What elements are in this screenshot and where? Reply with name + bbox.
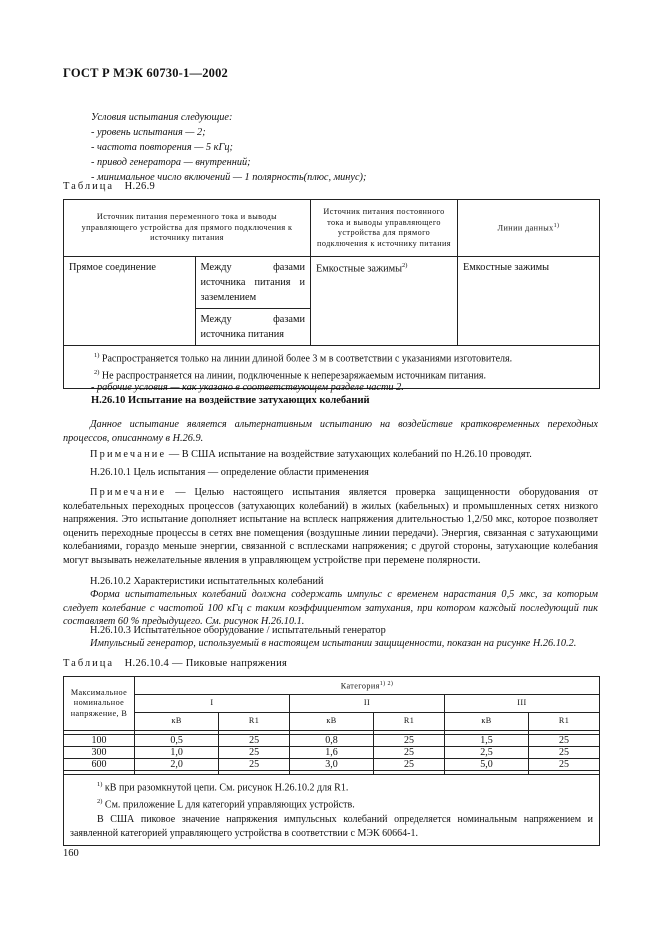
table1-sub1: Между фазами источника питания и заземлением: [195, 257, 310, 309]
table2-note1: $^{1)}$ кВ при разомкнутой цепи. См. рисунок Н.26.10.2 для R1.: [97, 781, 349, 794]
table1-col3-header: Линии данных$^{1)}$: [458, 200, 600, 257]
section-heading: Н.26.10 Испытание на воздействие затухающих колебаний: [91, 395, 370, 406]
table2-unit: кВ: [444, 713, 528, 731]
table1-caption-num: Н.26.9: [124, 181, 156, 192]
page-number: 160: [63, 848, 79, 859]
table2-cat-iii: III: [444, 695, 599, 713]
table2-unit: R1: [374, 713, 445, 731]
table-row: 600 2,0 25 3,0 25 5,0 25: [64, 759, 600, 771]
table-row: 100 0,5 25 0,8 25 1,5 25: [64, 735, 600, 747]
table1-row-label: Прямое соединение: [64, 257, 196, 346]
condition-item: - минимальное число включений — 1 полярность(плюс, минус);: [91, 172, 367, 183]
subsection-h26-10-2-text: Форма испытательных колебаний должна содержать импульс с временем нарастания 0,5 мкс, за которым следует колебание с частотой 100 кГц с таким коэффициентом затухания, при котором каждый последующий пик составляет 60 % предыдущего. См. рисунок Н.26.10.1.: [63, 589, 598, 627]
subsection-h26-10-2: Н.26.10.2 Характеристики испытательных колебаний: [90, 576, 324, 587]
table1-note1: $^{1)}$ Распространяется только на линии длиной более 3 м в соответствии с указаниями изготовителя.: [94, 352, 513, 365]
table1-col1-header: Источник питания переменного тока и выводы управляющего устройства для прямого подключения к источнику питания: [64, 200, 311, 257]
alt-test-paragraph: Данное испытание является альтернативным испытанию на воздействие кратковременных переходных процессов, описанному в Н.26.9.: [63, 419, 598, 444]
table2-caption-rest: Н.26.10.4 — Пиковые напряжения: [124, 658, 288, 669]
table2-note2: $^{2)}$ См. приложение L для категорий управляющих устройств.: [97, 798, 355, 811]
table1-caption: [63, 181, 155, 192]
table1-sub2: Между фазами источника питания: [195, 309, 310, 346]
table1-col2-value: Емкостные зажимы$^{2)}$: [311, 257, 458, 346]
table-h26-9: [63, 199, 600, 389]
working-conditions: - рабочие условия — как указано в соответствующем разделе части 2.: [91, 382, 404, 393]
table2-unit: кВ: [289, 713, 373, 731]
table1-col2-header: Источник питания постоянного тока и выводы управляющего устройства для прямого подключения к источнику питания: [311, 200, 458, 257]
table2-caption-label: Таблица: [63, 658, 115, 669]
table2-cat-ii: II: [289, 695, 444, 713]
table1-note2: $^{2)}$ Не распространяется на линии, подключенные к неперезаряжаемым источникам питания.: [94, 369, 487, 382]
conditions-title: Условия испытания следующие:: [91, 112, 233, 123]
table-h26-10-4: [63, 676, 600, 846]
table-row: 300 1,0 25 1,6 25 2,5 25: [64, 747, 600, 759]
table2-unit: R1: [529, 713, 600, 731]
table2-unit: кВ: [135, 713, 219, 731]
table2-note3: В США пиковое значение напряжения импульсных колебаний определяется номинальным напряжением и заявленной категорией управляющего устройства в соответствии с МЭК 60664-1.: [70, 813, 593, 839]
condition-item: - уровень испытания — 2;: [91, 127, 206, 138]
table2-col0-header: Максимальное номинальное напряжение, В: [64, 677, 135, 731]
table2-unit: R1: [219, 713, 290, 731]
note-usa: Примечание — В США испытание на воздействие затухающих колебаний по Н.26.10 проводят.: [90, 449, 532, 460]
document-header: ГОСТ Р МЭК 60730-1—2002: [63, 66, 228, 80]
table2-notes: [64, 775, 600, 846]
subsection-h26-10-3-text: Импульсный генератор, используемый в настоящем испытании защищенности, показан на рисунке Н.26.10.2.: [90, 638, 577, 649]
test-conditions: [91, 110, 366, 185]
table1-col3-value: Емкостные зажимы: [458, 257, 600, 346]
note-purpose: Примечание — Целью настоящего испытания является проверка защищенности оборудования от колебательных переходных процессов (затухающих колебаний) в жилых (кабельных) и промышленных сетях низкого напряжения. Это испытание дополняет испытание на всплеск напряжения длительностью 1,2/50 мкс, которое позволяет оценить переходные процессы в сетях вне помещения (воздушные линии передачи). Энергия, связанная с затухающими колебаниями, гораздо меньше энергии, связанной с всплесками напряжения; с другой стороны, затухающие колебания могут вызывать нежелательные явления в управляющем устройстве при перемене полярности.: [63, 487, 598, 566]
subsection-h26-10-3: Н.26.10.3 Испытательное оборудование / испытательный генератор: [90, 625, 386, 636]
table2-category-header: Категория$^{1) 2)}$: [135, 677, 600, 695]
table2-cat-i: I: [135, 695, 290, 713]
subsection-h26-10-1: Н.26.10.1 Цель испытания — определение области применения: [90, 467, 369, 478]
condition-item: - привод генератора — внутренний;: [91, 157, 251, 168]
condition-item: - частота повторения — 5 кГц;: [91, 142, 233, 153]
table1-caption-label: Таблица: [63, 181, 115, 192]
table2-caption: [63, 658, 287, 669]
